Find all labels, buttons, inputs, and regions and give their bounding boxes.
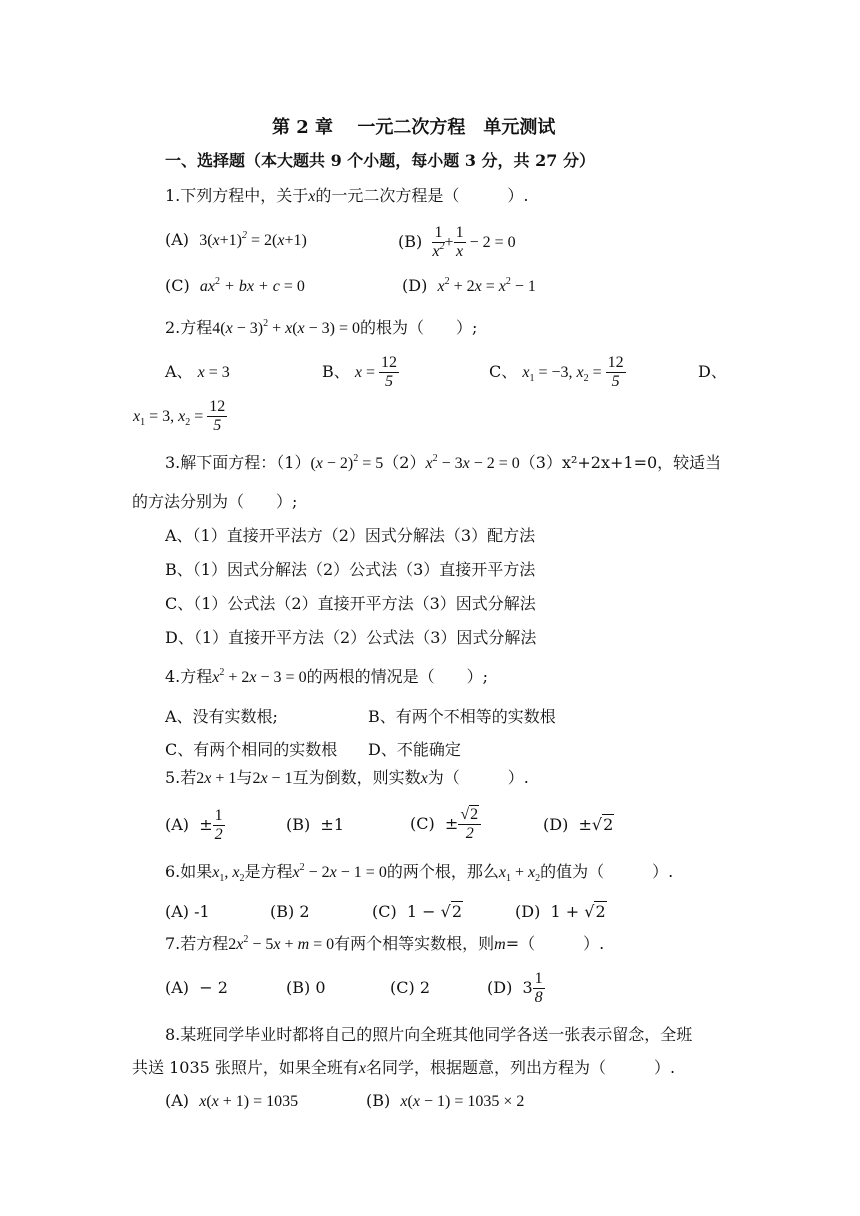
- question-6-option-b: (B) 2: [270, 902, 310, 921]
- question-6-stem: 6.如果$x_1$, $x_2$是方程$x^2 - 2x - 1 = 0$的两个根，那么$x_1 + x_2$的值为（ ）.: [165, 862, 674, 884]
- question-3-option-c: C、（1）公式法（2）直接开平方法（3）因式分解法: [165, 594, 536, 613]
- question-1-option-b: (B) $\frac{1}{x^2}$ + $\frac{1}{x}$ − 2 = 0: [398, 224, 516, 260]
- question-3-option-d: D、（1）直接开平方法（2）公式法（3）因式分解法: [165, 628, 537, 647]
- question-8-option-a: (A) x(x + 1) = 1035: [165, 1091, 299, 1110]
- question-4-option-d: D、不能确定: [368, 740, 461, 759]
- question-2-option-d: $x_1 = 3$, $x_2$ = $\frac{12}{5}$: [133, 398, 226, 434]
- question-5-option-d: (D) ±√2: [543, 815, 614, 834]
- question-8-stem-line2: 共送 1035 张照片，如果全班有x名同学，根据题意，列出方程为（ ）.: [132, 1058, 676, 1077]
- question-1-stem: 1.下列方程中，关于x的一元二次方程是（ ）.: [165, 186, 529, 205]
- question-8-stem: 8.某班同学毕业时都将自己的照片向全班其他同学各送一张表示留念，全班: [165, 1025, 693, 1044]
- question-4-option-b: B、有两个不相等的实数根: [368, 707, 556, 726]
- question-1-option-d: (D) $x^2 + 2x = x^2 - 1$: [402, 276, 536, 295]
- question-6-option-a: (A) -1: [165, 902, 210, 921]
- question-7-option-b: (B) 0: [286, 978, 326, 997]
- question-3-option-a: A、（1）直接开平法方（2）因式分解法（3）配方法: [165, 526, 536, 545]
- question-1-option-c: (C) $ax^2$ + bx + c = 0: [165, 276, 305, 295]
- question-5-option-a: (A) ± $\frac{1}{2}$: [165, 807, 223, 843]
- question-3-stem-line2: 的方法分别为（ ）;: [132, 492, 298, 511]
- question-2-option-c: C、 $x_1 = -3$, $x_2$ = $\frac{12}{5}$: [489, 354, 624, 390]
- question-6-option-c: (C) 1 − √2: [372, 902, 463, 921]
- question-7-option-c: (C) 2: [390, 978, 430, 997]
- section-heading: 一、选择题（本大题共 9 个小题，每小题 3 分，共 27 分）: [165, 151, 595, 170]
- question-3-option-b: B、（1）因式分解法（2）公式法（3）直接开平方法: [165, 560, 536, 579]
- question-7-option-d: (D) 3 $\frac{1}{8}$: [487, 970, 543, 1006]
- question-2-option-a: A、 x = 3: [165, 362, 230, 381]
- question-4-stem: 4.方程$x^2 + 2x - 3 = 0$的两根的情况是（ ）;: [165, 667, 488, 686]
- question-6-option-d: (D) 1 + √2: [515, 902, 606, 921]
- question-1-option-a: (A) $3(x+1)^2 = 2(x+1)$: [165, 230, 307, 249]
- page-title: 第 2 章 一元二次方程 单元测试: [272, 117, 556, 138]
- question-4-option-a: A、没有实数根;: [165, 707, 278, 726]
- question-7-option-a: (A) − 2: [165, 978, 228, 997]
- question-7-stem: 7.若方程$2x^2 - 5x + m = 0$有两个相等实数根，则m=（ ）.: [165, 934, 605, 953]
- question-2-stem: 2.方程$4(x - 3)^2 + x(x - 3) = 0$的根为（ ）;: [165, 318, 478, 337]
- question-2-option-d-label: D、: [698, 362, 727, 381]
- question-5-option-c: (C) ± $\frac{√2}{2}$: [410, 803, 481, 845]
- question-3-stem: 3.解下面方程：$(1)(x - 2)^2 = 5(2)x^2 - 3x - 2 = 0(3)x^2+2x+1=0$，较适当: [165, 453, 722, 472]
- question-2-option-b: B、 x = $\frac{12}{5}$: [322, 354, 397, 390]
- question-5-stem: 5.若2x + 1与2x − 1互为倒数，则实数x为（ ）.: [165, 768, 529, 787]
- question-4-option-c: C、有两个相同的实数根: [165, 740, 338, 759]
- question-5-option-b: (B) ±1: [286, 815, 345, 834]
- question-8-option-b: (B) x(x − 1) = 1035 × 2: [366, 1091, 525, 1110]
